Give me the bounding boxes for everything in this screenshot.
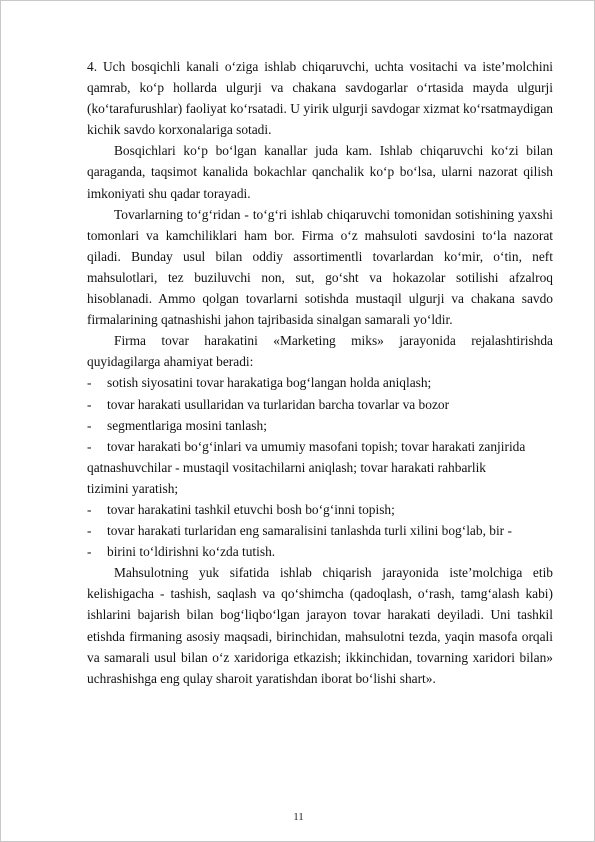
list-continuation-line: tizimini yaratish; (87, 480, 179, 496)
list-item (87, 436, 553, 457)
list-item (87, 541, 553, 562)
paragraph-goods-movement: Mahsulotning yuk sifatida ishlab chiqarish jarayonida iste’molchiga etib kelishigacha - tashish, saqlash va qo‘shimcha (qadoqlash, o‘rash, tamg‘alash kabi) ishlarini bajarish bilan bog‘liqbo‘lgan jarayon tovar harakati deyiladi. Uni tashkil etishda firmaning asosiy maqsadi, birinchidan, mahsulotni tezda, yaqin masofa orqali va samarali usul bilan o‘z xaridoriga etkazish; ikkinchidan, tovarning xaridori bilan» uchrashishga eng qulay sharoit yaratishdan iborat bo‘lishi shart». (87, 565, 553, 686)
page-body (87, 56, 553, 689)
list-dash: - (87, 501, 92, 517)
list-item (87, 499, 553, 520)
list-item-text: tovar harakati usullaridan va turlaridan barcha tovarlar va bozor (107, 396, 450, 412)
paragraph-direct-sales: Tovarlarning to‘g‘ridan - to‘g‘ri ishlab chiqaruvchi tomonidan sotishining yaxshi tomonlari va kamchiliklari ham bor. Firma o‘z mahsuloti savdosini to‘la nazorat qiladi. Bunday usul bilan oddiy assortimentli tovarlardan ko‘mir, o‘tin, neft mahsulotlari, tez buziluvchi non, sut, go‘sht va hokazolar sotilishi afzalroq hisoblanadi. Ammo qolgan tovarlarni sotishda mustaqil ulgurji va chakana savdo firmalarining qatnashishi jahon tajribasida sinalgan samarali yo‘ldir. (87, 206, 553, 328)
list-dash: - (87, 523, 92, 539)
list-item (87, 372, 553, 393)
list-item (87, 394, 553, 415)
list-item (87, 520, 553, 541)
list-item (87, 415, 553, 436)
list-item-text: birini to‘ldirishni ko‘zda tutish. (107, 544, 276, 560)
list-dash: - (87, 396, 92, 412)
page-number: 11 (293, 811, 304, 823)
list-dash: - (87, 438, 92, 454)
list-item-text: tovar harakatini tashkil etuvchi bosh bo‘g‘inni topish; (107, 501, 395, 517)
paragraph-channels: Bosqichlari ko‘p bo‘lgan kanallar juda kam. Ishlab chiqaruvchi ko‘zi bilan qaraganda, taqsimot kanalida bokachlar qanchalik ko‘p bo‘lsa, ularni nazorat qilish imkoniyati shu qadar torayadi. (87, 143, 553, 201)
list-continuation-line: qatnashuvchilar - mustaqil vositachilarni aniqlash; tovar harakati rahbarlik (87, 459, 486, 475)
list-dash: - (87, 544, 92, 560)
list-item-text: sotish siyosatini tovar harakatiga bog‘langan holda aniqlash; (107, 375, 432, 391)
list-dash: - (87, 417, 92, 433)
paragraph-marketing-mix: Firma tovar harakatini «Marketing miks» jarayonida rejalashtirishda quyidagilarga ahamiyat beradi: (87, 333, 553, 370)
paragraph-numbered-4: 4. Uch bosqichli kanali o‘ziga ishlab chiqaruvchi, uchta vositachi va iste’molchini qamrab, ko‘p hollarda ulgurji va chakana savdogarlar o‘rtasida mayda ulgurji (ko‘tarafurushlar) faoliyat ko‘rsatadi. U yirik ulgurji savdogar xizmat ko‘rsatmaydigan kichik savdo korxonalariga sotadi. (87, 59, 553, 138)
list-item-text: tovar harakati bo‘g‘inlari va umumiy masofani topish; tovar harakati zanjirida (107, 438, 526, 454)
list-item-text: tovar harakati turlaridan eng samaralisini tanlashda turli xilini bog‘lab, bir - (107, 523, 512, 539)
list-item-text: segmentlariga mosini tanlash; (107, 417, 267, 433)
list-dash: - (87, 375, 92, 391)
